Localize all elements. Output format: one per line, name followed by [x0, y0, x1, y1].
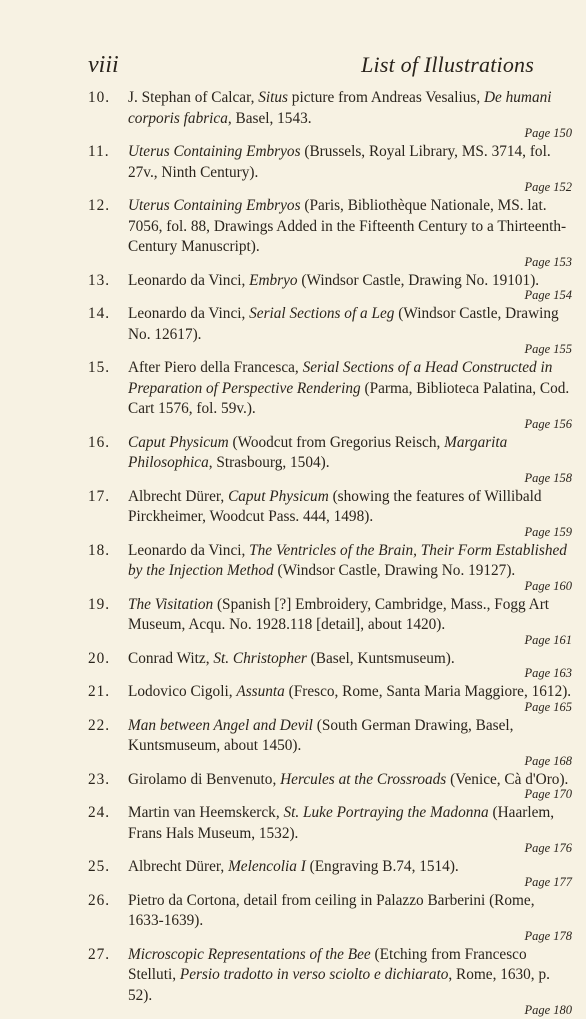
italic-title: Serial Sections of a Leg — [249, 305, 395, 322]
list-item — [88, 716, 572, 768]
entry-text: , Basel, 1543. — [227, 109, 312, 127]
entry-number: 13. — [88, 271, 111, 289]
page-reference: Page 178 — [524, 928, 572, 943]
page-reference: Page 163 — [524, 666, 572, 680]
entry-text: Albrecht Dürer, — [128, 487, 229, 505]
entry-text: (Haarlem, Frans Hals Museum, 1532). — [128, 804, 555, 842]
page-reference: Page 154 — [524, 288, 572, 302]
entry-text: picture from Andreas Vesalius, — [287, 89, 484, 106]
italic-title: Serial Sections of a Head Constructed in Preparation of Perspective Rendering — [128, 359, 553, 397]
list-item — [88, 433, 572, 485]
entry-text: Leonardo da Vinci, — [128, 271, 250, 289]
entry-description — [128, 271, 572, 292]
page-reference: Page 150 — [524, 126, 572, 140]
page-number: viii — [88, 52, 119, 78]
italic-title: Assunta — [236, 683, 285, 700]
entry-text: Lodovico Cigoli, — [128, 683, 237, 700]
italic-title: De humani corporis fabrica — [128, 89, 552, 127]
entry-text: (Parma, Biblioteca Palatina, Cod. Cart 1576, fol. 59v.). — [128, 379, 570, 417]
list-item — [88, 945, 572, 1018]
entry-text: (Basel, Kuntsmuseum). — [306, 649, 455, 667]
italic-title: Situs — [258, 89, 288, 106]
list-item — [88, 304, 572, 356]
entry-text: J. Stephan of Calcar, — [128, 89, 259, 106]
page-reference: Page 152 — [524, 180, 572, 194]
page-reference: Page 170 — [524, 787, 572, 801]
entry-description — [128, 142, 572, 183]
entry-description — [128, 682, 572, 703]
entry-number: 14. — [88, 305, 111, 322]
italic-title: Uterus Containing Embryos — [128, 143, 301, 160]
italic-title: The Ventricles of the Brain, Their Form Established by the Injection Method — [128, 541, 567, 579]
entry-description — [128, 358, 572, 420]
entry-number: 19. — [88, 595, 111, 613]
list-item — [88, 487, 572, 539]
entry-text: Girolamo di Benvenuto, — [128, 770, 281, 788]
list-item — [88, 358, 572, 431]
entry-number: 11. — [88, 143, 110, 160]
italic-title: St. Christopher — [213, 649, 307, 667]
entry-text: (Brussels, Royal Library, MS. 3714, fol. 27v., Ninth Century). — [128, 143, 551, 181]
italic-title: Caput Physicum — [128, 433, 229, 451]
page-reference: Page 177 — [524, 874, 572, 889]
page-reference: Page 156 — [524, 416, 572, 431]
italic-title: Embryo — [249, 271, 298, 289]
entry-number: 25. — [88, 858, 111, 875]
list-item — [88, 803, 572, 855]
page-reference: Page 161 — [524, 632, 572, 647]
illustrations-list — [88, 88, 572, 1019]
entry-text: (South German Drawing, Basel, Kuntsmuseum, about 1450). — [128, 716, 514, 754]
entry-text: (Paris, Bibliothèque Nationale, MS. lat. 7056, fol. 88, Drawings Added in the Fifteenth Century to a Thirteenth-Century Manuscript). — [128, 197, 567, 255]
page-reference: Page 159 — [524, 524, 572, 539]
list-item — [88, 857, 572, 889]
entry-text: Pietro da Cortona, detail from ceiling in Palazzo Barberini (Rome, 1633-1639). — [128, 891, 535, 929]
italic-title: Uterus Containing Embryos — [128, 197, 301, 214]
entry-text: Leonardo da Vinci, — [128, 305, 250, 322]
entry-number: 21. — [88, 683, 111, 700]
page-header — [88, 52, 534, 82]
entry-text: Conrad Witz, — [128, 649, 214, 667]
entry-number: 17. — [88, 487, 111, 505]
list-item — [88, 770, 572, 802]
entry-text: (Fresco, Rome, Santa Maria Maggiore, 1612). — [284, 683, 572, 700]
entry-description — [128, 803, 572, 844]
entry-description — [128, 304, 572, 345]
entry-description — [128, 487, 572, 528]
entry-number: 15. — [88, 359, 111, 376]
entry-description — [128, 595, 572, 636]
entry-number: 12. — [88, 197, 111, 214]
entry-description — [128, 541, 572, 582]
list-item — [88, 196, 572, 269]
list-item — [88, 595, 572, 647]
italic-title: Melencolia I — [228, 858, 306, 875]
running-head: List of Illustrations — [361, 52, 534, 77]
entry-text: (showing the features of Willibald Pirckheimer, Woodcut Pass. 444, 1498). — [128, 487, 542, 525]
page-reference: Page 180 — [524, 1003, 572, 1017]
entry-description — [128, 891, 572, 932]
entry-number: 27. — [88, 945, 111, 963]
italic-title: Man between Angel and Devil — [128, 716, 313, 734]
entry-text: (Venice, Cà d'Oro). — [446, 770, 569, 788]
entry-description — [128, 716, 572, 757]
entry-number: 20. — [88, 649, 111, 667]
entry-text: (Windsor Castle, Drawing No. 12617). — [128, 305, 559, 343]
entry-description — [128, 770, 572, 791]
entry-number: 24. — [88, 804, 111, 821]
italic-title: Hercules at the Crossroads — [280, 770, 447, 788]
italic-title: Persio tradotto in verso sciolto e dichiarato — [179, 966, 449, 983]
entry-text: After Piero della Francesca, — [128, 359, 303, 376]
entry-text: (Engraving B.74, 1514). — [305, 858, 459, 875]
entry-text: Martin van Heemskerck, — [128, 804, 284, 821]
list-item — [88, 649, 572, 681]
entry-text: Leonardo da Vinci, — [128, 541, 250, 559]
list-item — [88, 88, 572, 140]
italic-title: Microscopic Representations of the Bee — [128, 945, 371, 963]
entry-text: (Etching from Francesco Stelluti, — [128, 945, 527, 983]
entry-text: (Windsor Castle, Drawing No. 19127). — [273, 562, 516, 579]
entry-description — [128, 88, 572, 129]
page-reference: Page 153 — [524, 254, 572, 269]
italic-title: St. Luke Portraying the Madonna — [283, 804, 489, 821]
entry-text: (Spanish [?] Embroidery, Cambridge, Mass., Fogg Art Museum, Acqu. No. 1928.118 [detail], about 1420). — [128, 595, 550, 633]
italic-title: The Visitation — [128, 595, 214, 613]
entry-number: 16. — [88, 433, 111, 451]
entry-number: 26. — [88, 891, 111, 909]
list-item — [88, 541, 572, 593]
list-item — [88, 271, 572, 303]
italic-title: Caput Physicum — [228, 487, 329, 505]
entry-description — [128, 945, 572, 1007]
entry-text: Albrecht Dürer, — [128, 858, 229, 875]
page-reference: Page 176 — [524, 841, 572, 855]
entry-description — [128, 196, 572, 258]
entry-text: (Windsor Castle, Drawing No. 19101). — [297, 271, 540, 289]
page-reference: Page 168 — [524, 753, 572, 768]
entry-number: 10. — [88, 89, 111, 106]
page-reference: Page 165 — [524, 699, 572, 714]
list-item — [88, 682, 572, 714]
entry-number: 22. — [88, 716, 111, 734]
list-item — [88, 891, 572, 943]
page-reference: Page 160 — [524, 578, 572, 593]
italic-title: Margarita Philosophica — [128, 433, 508, 471]
entry-description — [128, 433, 572, 474]
entry-text: , Rome, 1630, p. 52). — [128, 966, 550, 1004]
entry-number: 18. — [88, 541, 111, 559]
entry-text: (Woodcut from Gregorius Reisch, — [228, 433, 445, 451]
page-reference: Page 155 — [524, 342, 572, 356]
list-item — [88, 142, 572, 194]
entry-number: 23. — [88, 770, 111, 788]
entry-text: , Strasbourg, 1504). — [208, 454, 330, 471]
page-reference: Page 158 — [524, 470, 572, 485]
